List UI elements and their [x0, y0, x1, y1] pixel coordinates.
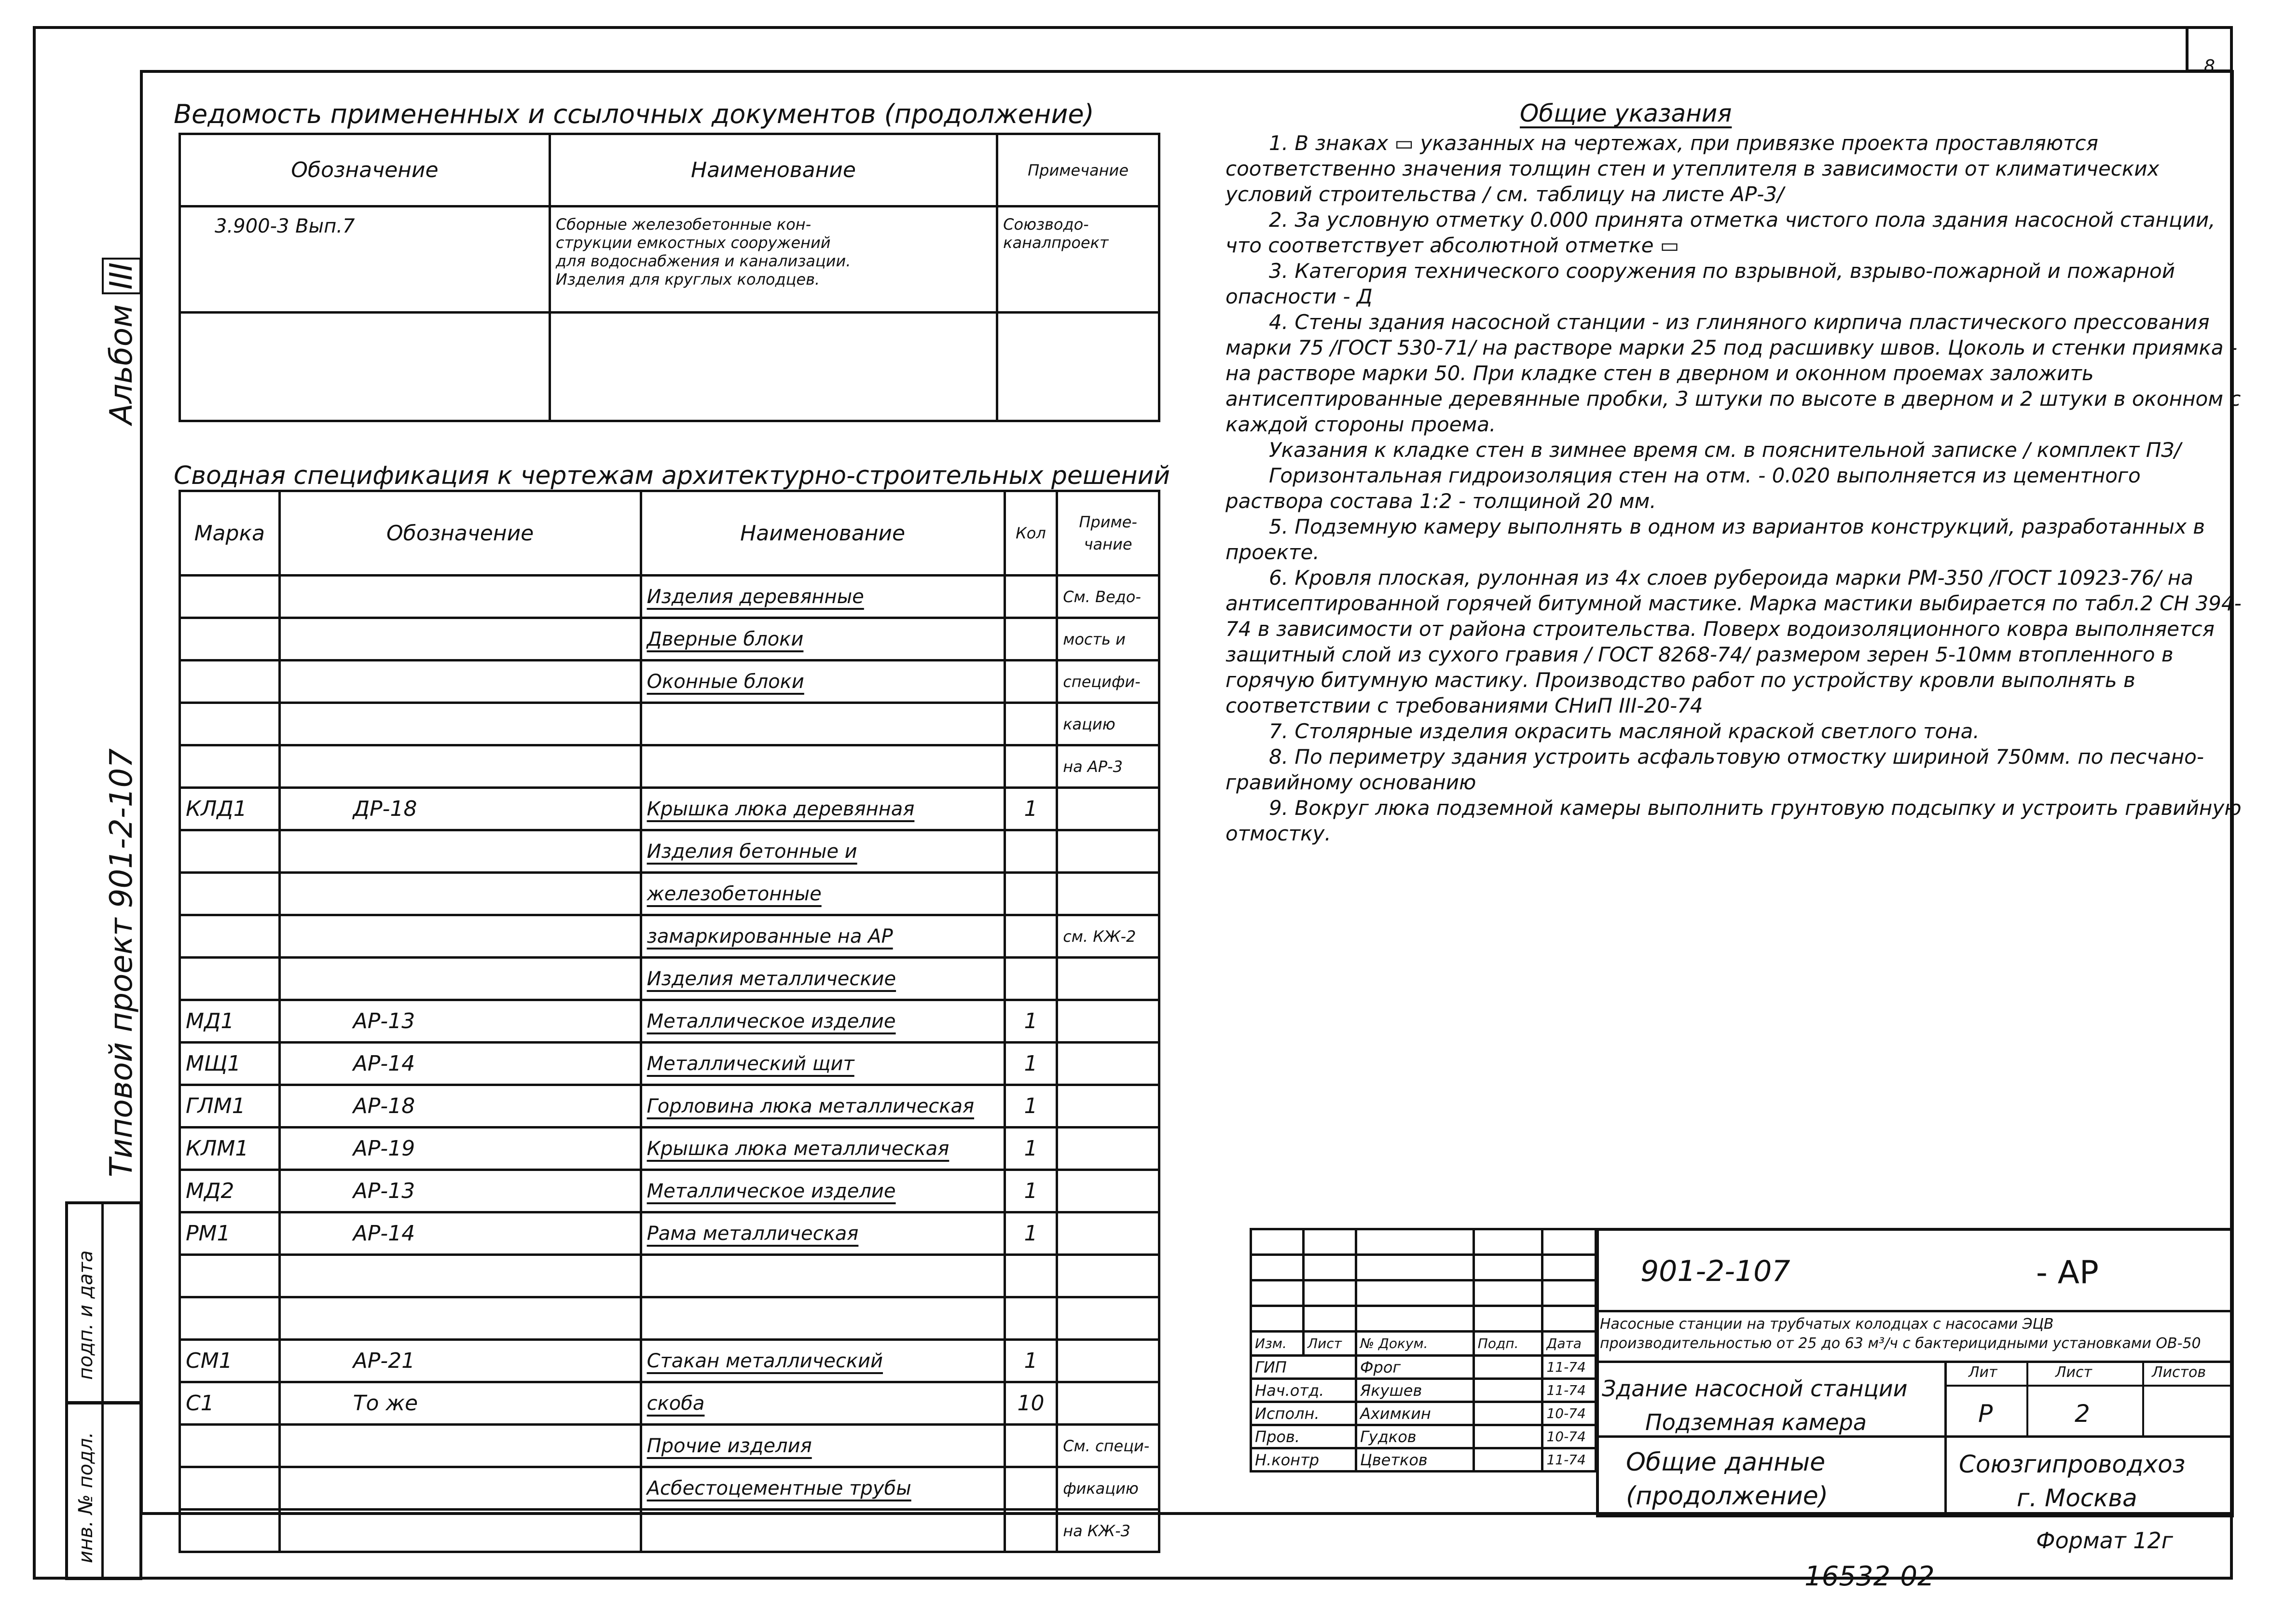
spec-cell-name: Изделия деревянные [641, 576, 1005, 618]
spec-header-note: Приме- чание [1057, 491, 1159, 576]
spec-cell-mark: МЩ1 [180, 1043, 280, 1085]
spec-row [180, 1382, 1159, 1425]
doc-empty-cell [180, 313, 550, 421]
spec-cell-note: специфи- [1057, 661, 1159, 703]
spec-cell-note: фикацию [1057, 1467, 1159, 1510]
spec-header-mark: Марка [180, 491, 280, 576]
stamp-line [2142, 1361, 2144, 1435]
spec-cell-qty [1005, 873, 1057, 915]
spec-cell-name: железобетонные [641, 873, 1005, 915]
spec-cell-name: Металлическое изделие [641, 1000, 1005, 1043]
spec-cell-designation: АР-18 [279, 1085, 641, 1128]
spec-row [180, 1340, 1159, 1382]
spec-cell-mark: РМ1 [180, 1212, 280, 1255]
spec-cell-note: на АР-3 [1057, 745, 1159, 788]
spec-cell-designation [279, 1510, 641, 1552]
stamp-sheet-title-1: Общие данные [1626, 1448, 1826, 1477]
spec-cell-note [1057, 1382, 1159, 1425]
spec-cell-designation [279, 703, 641, 745]
stamp-person: Цветков [1356, 1448, 1473, 1472]
stamp-date: 11-74 [1542, 1356, 1596, 1379]
stamp-date: 10-74 [1542, 1402, 1596, 1425]
note-paragraph: 1. В знаках ▭ указанных на чертежах, при привязке проекта проставляются соответственно значения толщин стен и утеплителя в зависимости от климатических условий строительства / см. таблицу на листе АР-3/ [1225, 131, 2160, 206]
spec-cell-mark: СМ1 [180, 1340, 280, 1382]
stamp-lit-header: Лит [1968, 1364, 1997, 1381]
doc-row-note: Союзводо- каналпроект [997, 206, 1159, 313]
stamp-project-desc: Насосные станции на трубчатых колодцах с насосами ЭЦВ производительностью от 25 до 63 м³/ч с бактерицидными установками ОВ-50 [1600, 1316, 2201, 1352]
spec-cell-note [1057, 1000, 1159, 1043]
doc-empty-cell [997, 313, 1159, 421]
stamp-code: 901-2-107 [1640, 1254, 1790, 1288]
spec-cell-qty [1005, 703, 1057, 745]
stamp-head-list: Лист [1303, 1332, 1356, 1356]
spec-cell-qty: 1 [1005, 1170, 1057, 1212]
spec-cell-note: кацию [1057, 703, 1159, 745]
spec-cell-designation [279, 661, 641, 703]
spec-cell-name: Оконные блоки [641, 661, 1005, 703]
spec-row [180, 1255, 1159, 1297]
stamp-suffix: - АР [2036, 1254, 2099, 1291]
spec-cell-name: Металлический щит [641, 1043, 1005, 1085]
stamp-building: Здание насосной станции [1602, 1376, 1908, 1402]
margin-divider [101, 1201, 104, 1580]
stamp-person: Якушев [1356, 1379, 1473, 1402]
spec-row [180, 915, 1159, 958]
spec-cell-qty [1005, 1510, 1057, 1552]
stamp-line [1596, 1310, 2234, 1312]
stamp-role: ГИП [1251, 1356, 1356, 1379]
spec-cell-note [1057, 788, 1159, 830]
stamp-lists-header: Листов [2152, 1364, 2206, 1381]
spec-title: Сводная спецификация к чертежам архитектурно-строительных решений [174, 461, 1170, 490]
spec-cell-qty: 1 [1005, 1212, 1057, 1255]
spec-cell-qty [1005, 576, 1057, 618]
spec-row [180, 1043, 1159, 1085]
spec-cell-name [641, 745, 1005, 788]
spec-cell-name: Крышка люка металлическая [641, 1128, 1005, 1170]
project-label: Типовой проект 901-2-107 [104, 748, 139, 1177]
stamp-head-doc: № Докум. [1356, 1332, 1473, 1356]
spec-cell-qty [1005, 830, 1057, 873]
note-paragraph: Указания к кладке стен в зимнее время см. в пояснительной записке / комплект ПЗ/ [1269, 438, 2181, 462]
spec-cell-designation [279, 1297, 641, 1340]
spec-row [180, 576, 1159, 618]
spec-cell-designation: АР-13 [279, 1000, 641, 1043]
spec-cell-mark: КЛМ1 [180, 1128, 280, 1170]
stamp-chamber: Подземная камера [1645, 1409, 1867, 1435]
notes-body [1225, 130, 2244, 846]
stamp-line [1944, 1361, 1947, 1517]
doc-empty-cell [550, 313, 997, 421]
spec-cell-designation [279, 958, 641, 1000]
spec-cell-qty [1005, 958, 1057, 1000]
spec-cell-note [1057, 1297, 1159, 1340]
stamp-org-2: г. Москва [2017, 1484, 2137, 1512]
stamp-sheet-title-2: (продолжение) [1626, 1482, 1829, 1511]
stamp-head-sign: Подп. [1473, 1332, 1542, 1356]
spec-cell-mark [180, 1425, 280, 1467]
spec-cell-name: Прочие изделия [641, 1425, 1005, 1467]
spec-cell-name: Рама металлическая [641, 1212, 1005, 1255]
note-paragraph: 5. Подземную камеру выполнять в одном из вариантов конструкций, разработанных в проекте. [1225, 515, 2205, 564]
spec-cell-mark [180, 745, 280, 788]
spec-cell-designation [279, 745, 641, 788]
note-paragraph: 6. Кровля плоская, рулонная из 4х слоев рубероида марки РМ-350 /ГОСТ 10923-76/ на антисептированной горячей битумной мастике. Марка мастики выбирается по табл.2 СН 394-74 в зависимости от района строительства. Поверх водоизоляционного ковра выполняется защитный слой из сухого гравия / ГОСТ 8268-74/ размером зерен 5-10мм втопленного в горячую битумную мастику. Производство работ по устройству кровли выполнять в соответствии с требованиями СНиП III-20-74 [1225, 566, 2242, 717]
doc-header-note: Примечание [997, 134, 1159, 206]
spec-row [180, 958, 1159, 1000]
note-paragraph: 7. Столярные изделия окрасить масляной краской светлого тона. [1269, 719, 1980, 743]
spec-row [180, 1297, 1159, 1340]
spec-cell-name: Крышка люка деревянная [641, 788, 1005, 830]
spec-cell-note: См. специ- [1057, 1425, 1159, 1467]
stamp-role: Н.контр [1251, 1448, 1356, 1472]
doc-row-name: Сборные железобетонные кон- струкции емкостных сооружений для водоснабжения и канализации. Изделия для круглых колодцев. [550, 206, 997, 313]
stamp-list-header: Лист [2055, 1364, 2092, 1381]
spec-cell-note [1057, 1043, 1159, 1085]
spec-cell-designation [279, 830, 641, 873]
doc-header-name: Наименование [550, 134, 997, 206]
stamp-role: Исполн. [1251, 1402, 1356, 1425]
spec-header-qty: Кол [1005, 491, 1057, 576]
stamp-line [1944, 1385, 2234, 1387]
spec-cell-mark [180, 830, 280, 873]
spec-cell-mark: КЛД1 [180, 788, 280, 830]
spec-cell-qty: 1 [1005, 788, 1057, 830]
spec-cell-note: мость и [1057, 618, 1159, 661]
format-label: Формат 12г [2036, 1528, 2173, 1554]
spec-cell-mark [180, 703, 280, 745]
note-paragraph: 3. Категория технического сооружения по взрывной, взрыво-пожарной и пожарной опасности - Д [1225, 259, 2175, 308]
spec-cell-qty [1005, 915, 1057, 958]
spec-cell-designation: АР-14 [279, 1043, 641, 1085]
spec-row [180, 703, 1159, 745]
stamp-line [2026, 1361, 2028, 1435]
note-paragraph: 8. По периметру здания устроить асфальтовую отмостку шириной 750мм. по песчано-гравийному основанию [1225, 745, 2204, 794]
spec-row [180, 745, 1159, 788]
doc-row-designation: 3.900-3 Вып.7 [180, 206, 550, 313]
spec-row [180, 1128, 1159, 1170]
spec-cell-mark [180, 1297, 280, 1340]
spec-row [180, 1212, 1159, 1255]
spec-cell-mark: С1 [180, 1382, 280, 1425]
spec-cell-name: Металлическое изделие [641, 1170, 1005, 1212]
spec-cell-mark: ГЛМ1 [180, 1085, 280, 1128]
spec-cell-qty: 1 [1005, 1000, 1057, 1043]
stamp-date: 10-74 [1542, 1425, 1596, 1448]
spec-row [180, 1085, 1159, 1128]
spec-cell-note [1057, 830, 1159, 873]
archive-number: 16532-02 [1804, 1561, 1935, 1592]
spec-cell-qty: 1 [1005, 1340, 1057, 1382]
spec-cell-note [1057, 873, 1159, 915]
spec-cell-name: Асбестоцементные трубы [641, 1467, 1005, 1510]
spec-cell-qty [1005, 618, 1057, 661]
note-paragraph: 2. За условную отметку 0.000 принята отметка чистого пола здания насосной станции, что соответствует абсолютной отметке ▭ [1225, 208, 2216, 257]
spec-cell-name [641, 703, 1005, 745]
spec-cell-mark [180, 1255, 280, 1297]
documents-title: Ведомость примененных и ссылочных документов (продолжение) [174, 99, 1094, 129]
spec-cell-name: Стакан металлический [641, 1340, 1005, 1382]
spec-cell-designation: АР-21 [279, 1340, 641, 1382]
spec-cell-qty: 1 [1005, 1043, 1057, 1085]
note-paragraph: 9. Вокруг люка подземной камеры выполнить грунтовую подсыпку и устроить гравийную отмостку. [1225, 796, 2242, 845]
spec-cell-designation: АР-14 [279, 1212, 641, 1255]
spec-row [180, 1467, 1159, 1510]
documents-table [179, 133, 1160, 422]
spec-cell-name: Горловина люка металлическая [641, 1085, 1005, 1128]
spec-cell-qty [1005, 1255, 1057, 1297]
stamp-line [1596, 1435, 2234, 1438]
stamp-head-izm: Изм. [1251, 1332, 1304, 1356]
stamp-sheet: 2 [2075, 1400, 2090, 1428]
spec-cell-designation: ДР-18 [279, 788, 641, 830]
spec-cell-note: на КЖ-3 [1057, 1510, 1159, 1552]
spec-cell-mark: МД2 [180, 1170, 280, 1212]
spec-cell-mark [180, 576, 280, 618]
stamp-head-date: Дата [1542, 1332, 1596, 1356]
doc-header-designation: Обозначение [180, 134, 550, 206]
spec-cell-qty [1005, 1467, 1057, 1510]
spec-cell-note [1057, 1255, 1159, 1297]
spec-cell-note: См. Ведо- [1057, 576, 1159, 618]
spec-row [180, 1510, 1159, 1552]
spec-row [180, 830, 1159, 873]
spec-cell-mark [180, 958, 280, 1000]
spec-row [180, 788, 1159, 830]
stamp-org-1: Союзгипроводхоз [1959, 1450, 2186, 1478]
stamp-line [1596, 1361, 2234, 1363]
spec-cell-mark [180, 618, 280, 661]
spec-cell-designation [279, 576, 641, 618]
stamp-person: Ахимкин [1356, 1402, 1473, 1425]
spec-cell-mark [180, 1467, 280, 1510]
stamp-role: Нач.отд. [1251, 1379, 1356, 1402]
spec-cell-name: Изделия бетонные и [641, 830, 1005, 873]
spec-cell-qty [1005, 661, 1057, 703]
spec-cell-mark [180, 873, 280, 915]
spec-cell-qty [1005, 745, 1057, 788]
spec-header-name: Наименование [641, 491, 1005, 576]
spec-cell-mark: МД1 [180, 1000, 280, 1043]
spec-cell-mark [180, 661, 280, 703]
spec-cell-designation [279, 915, 641, 958]
spec-cell-name [641, 1510, 1005, 1552]
spec-cell-mark [180, 915, 280, 958]
spec-cell-note [1057, 1128, 1159, 1170]
album-label: Альбом III [104, 258, 139, 425]
stamp-grid-left [1250, 1228, 1597, 1473]
spec-cell-designation [279, 618, 641, 661]
notes-title: Общие указания [1520, 99, 1732, 127]
spec-row [180, 1000, 1159, 1043]
margin-signature-date: подп. и дата [75, 1250, 97, 1380]
spec-cell-mark [180, 1510, 280, 1552]
spec-cell-designation [279, 1255, 641, 1297]
margin-inv-no: инв. № подл. [75, 1431, 97, 1563]
spec-cell-designation: АР-13 [279, 1170, 641, 1212]
spec-cell-designation: АР-19 [279, 1128, 641, 1170]
spec-cell-name [641, 1255, 1005, 1297]
spec-cell-name: замаркированные на АР [641, 915, 1005, 958]
spec-cell-designation [279, 1467, 641, 1510]
spec-cell-qty: 1 [1005, 1128, 1057, 1170]
note-paragraph: 4. Стены здания насосной станции - из глиняного кирпича пластического прессования марки 75 /ГОСТ 530-71/ на растворе марки 25 под расшивку швов. Цоколь и стенки приямка - на растворе марки 50. При кладке стен в дверном и оконном проемах заложить антисептированные деревянные пробки, 3 штуки по высоте в дверном и 2 штуки в оконном с каждой стороны проема. [1225, 310, 2241, 436]
spec-row [180, 1170, 1159, 1212]
spec-cell-note [1057, 1340, 1159, 1382]
spec-header-designation: Обозначение [279, 491, 641, 576]
spec-cell-note [1057, 1170, 1159, 1212]
spec-cell-designation [279, 1425, 641, 1467]
spec-cell-qty: 10 [1005, 1382, 1057, 1425]
note-paragraph: Горизонтальная гидроизоляция стен на отм. - 0.020 выполняется из цементного раствора состава 1:2 - толщиной 20 мм. [1225, 464, 2141, 513]
spec-cell-name: Дверные блоки [641, 618, 1005, 661]
spec-cell-name [641, 1297, 1005, 1340]
stamp-date: 11-74 [1542, 1379, 1596, 1402]
stamp-person: Гудков [1356, 1425, 1473, 1448]
spec-cell-qty: 1 [1005, 1085, 1057, 1128]
spec-cell-note [1057, 958, 1159, 1000]
stamp-stage: Р [1978, 1400, 1993, 1428]
spec-cell-qty [1005, 1425, 1057, 1467]
stamp-role: Пров. [1251, 1425, 1356, 1448]
spec-row [180, 661, 1159, 703]
sheet-number: 8 [2204, 56, 2215, 76]
spec-table [179, 490, 1160, 1553]
spec-cell-note [1057, 1085, 1159, 1128]
spec-row [180, 1425, 1159, 1467]
spec-cell-note: см. КЖ-2 [1057, 915, 1159, 958]
spec-cell-name: скоба [641, 1382, 1005, 1425]
spec-cell-designation: То же [279, 1382, 641, 1425]
spec-cell-name: Изделия металлические [641, 958, 1005, 1000]
spec-row [180, 618, 1159, 661]
spec-cell-qty [1005, 1297, 1057, 1340]
stamp-person: Фрог [1356, 1356, 1473, 1379]
spec-cell-note [1057, 1212, 1159, 1255]
spec-row [180, 873, 1159, 915]
stamp-date: 11-74 [1542, 1448, 1596, 1472]
spec-cell-designation [279, 873, 641, 915]
